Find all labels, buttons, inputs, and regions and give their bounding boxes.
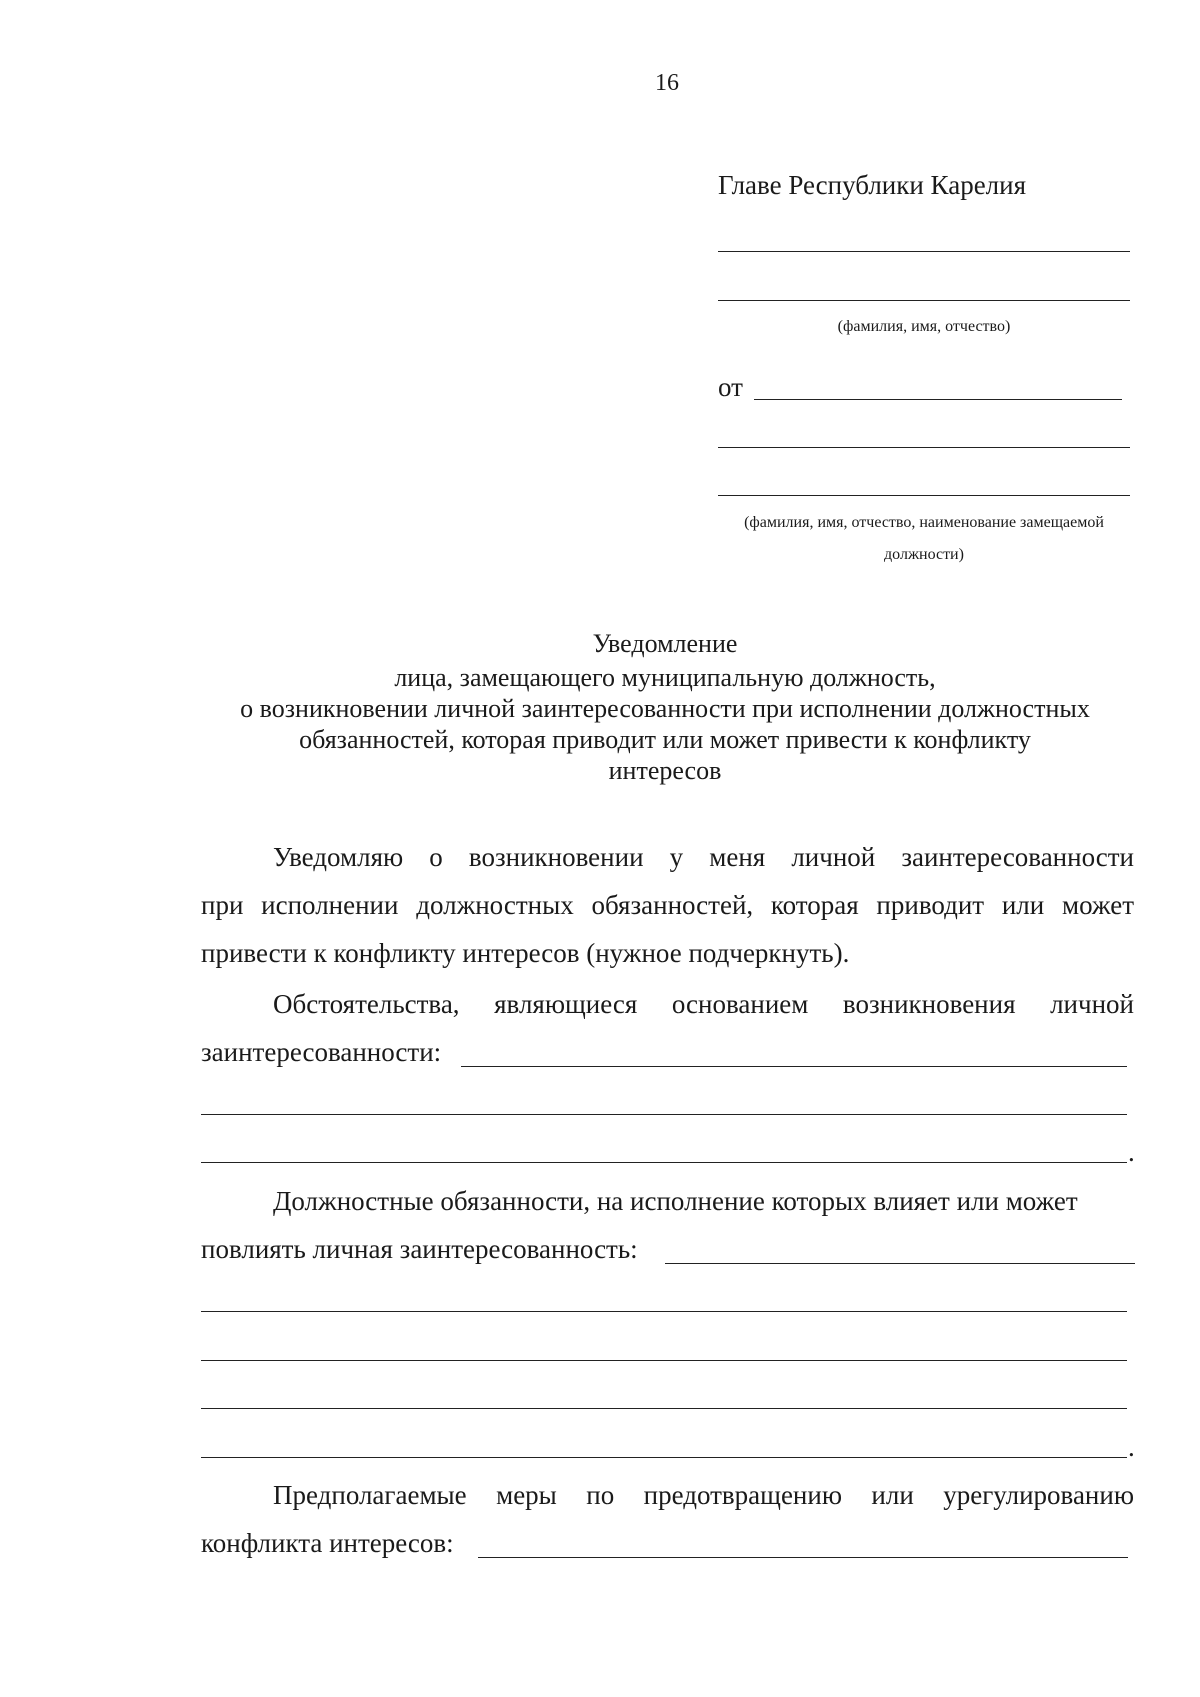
- p2-fill-line-2[interactable]: [201, 1114, 1127, 1115]
- p3-fill-line-3[interactable]: [201, 1360, 1127, 1361]
- page-number: 16: [655, 70, 679, 96]
- p4-label: конфликта интересов:: [201, 1528, 454, 1558]
- sender-line-1[interactable]: [754, 399, 1122, 400]
- sender-line-2[interactable]: [718, 447, 1130, 448]
- addressee-name-line-1[interactable]: [718, 251, 1130, 252]
- sender-caption-line-1: (фамилия, имя, отчество, наименование замещаемой: [744, 514, 1104, 531]
- p2-fill-line-1[interactable]: [461, 1066, 1127, 1067]
- heading-line-5: интересов: [608, 756, 722, 785]
- sender-caption-line-2: должности): [884, 546, 964, 563]
- heading-line-3: о возникновении личной заинтересованности при исполнении должностных: [240, 694, 1090, 723]
- sender-line-3[interactable]: [718, 495, 1130, 496]
- p4-fill-line-1[interactable]: [478, 1557, 1128, 1558]
- p2-line-1: Обстоятельства, являющиеся основанием возникновения личной: [273, 989, 1134, 1019]
- p2-label: заинтересованности:: [201, 1037, 442, 1067]
- heading-line-2: лица, замещающего муниципальную должность,: [394, 663, 936, 692]
- document-heading: [195, 628, 1135, 786]
- p3-end-dot: .: [1128, 1432, 1135, 1462]
- p3-fill-line-4[interactable]: [201, 1408, 1127, 1409]
- p4-line-1: Предполагаемые меры по предотвращению или урегулированию: [273, 1480, 1134, 1510]
- addressee-name-line-2[interactable]: [718, 300, 1130, 301]
- p3-line-1: Должностные обязанности, на исполнение которых влияет или может: [273, 1186, 1078, 1216]
- p1-line-3: привести к конфликту интересов (нужное подчеркнуть).: [201, 938, 850, 968]
- p2-end-dot: .: [1128, 1137, 1135, 1167]
- heading-line-4: обязанностей, которая приводит или может привести к конфликту: [299, 725, 1031, 754]
- from-label: от: [718, 372, 743, 402]
- heading-line-1: Уведомление: [592, 629, 738, 658]
- p1-line-1: Уведомляю о возникновении у меня личной заинтересованности: [273, 842, 1134, 872]
- addressee-title: Главе Республики Карелия: [718, 170, 1027, 200]
- p3-fill-line-2[interactable]: [201, 1311, 1127, 1312]
- p2-fill-line-3[interactable]: [201, 1162, 1127, 1163]
- p3-label: повлиять личная заинтересованность:: [201, 1234, 638, 1264]
- p3-fill-line-1[interactable]: [665, 1263, 1135, 1264]
- p1-line-2: при исполнении должностных обязанностей, которая приводит или может: [201, 890, 1134, 920]
- p3-fill-line-5[interactable]: [201, 1457, 1127, 1458]
- addressee-name-caption: (фамилия, имя, отчество): [837, 318, 1011, 335]
